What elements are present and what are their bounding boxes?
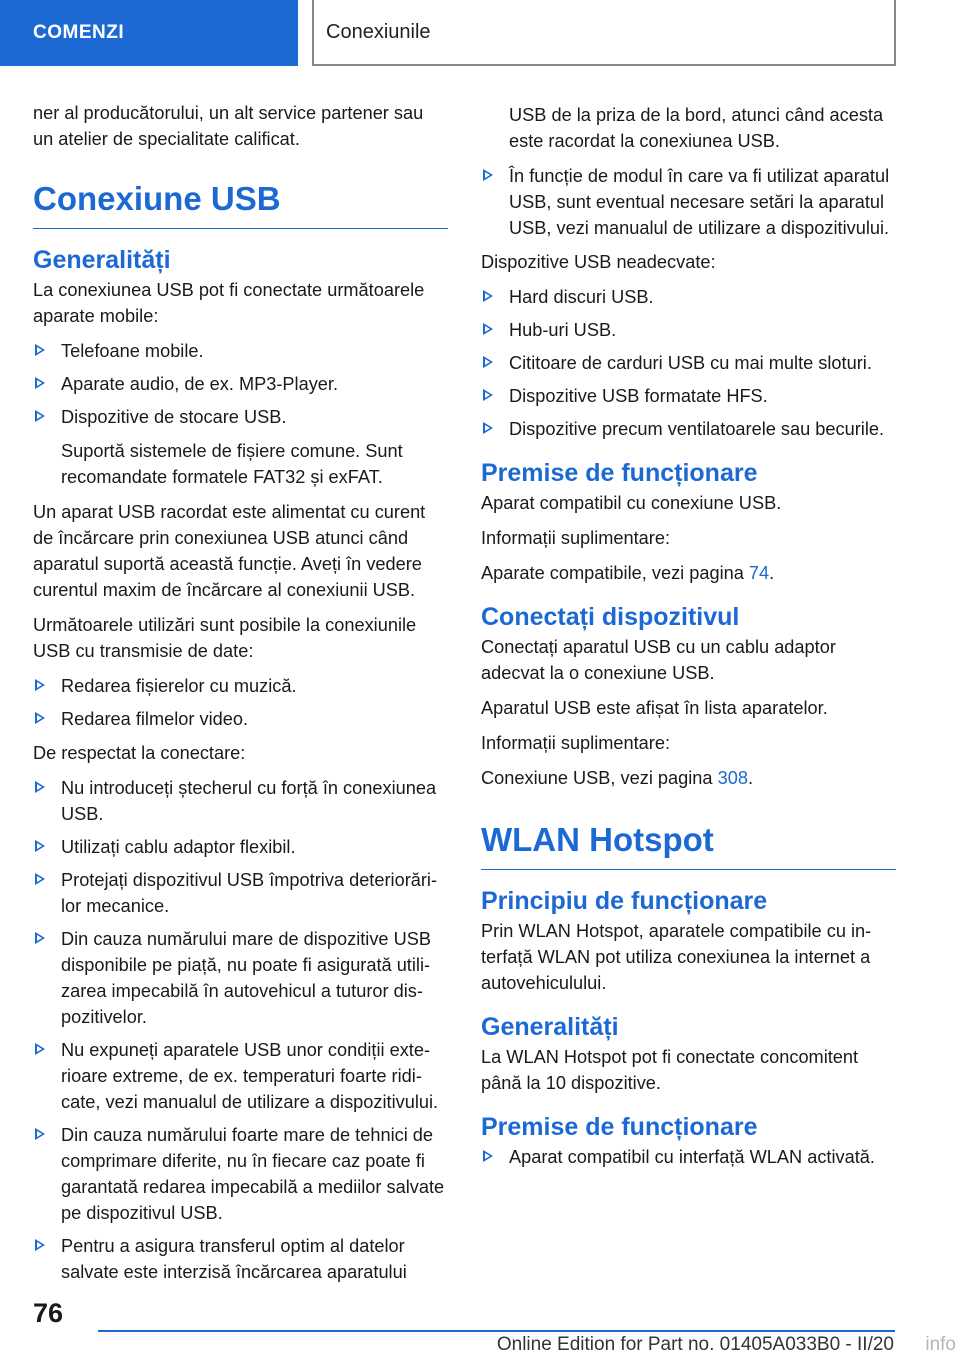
uses-list xyxy=(33,673,448,732)
device-shown-paragraph: Aparatul USB este afișat în lista aparatelor. xyxy=(481,698,828,718)
heading-connect-device: Conectați dispozitivul xyxy=(481,603,740,631)
left-column xyxy=(33,100,448,1293)
compat-ref-paragraph: Aparate compatibile, vezi pagina 74. xyxy=(481,563,775,583)
heading-prerequisites: Premise de funcționare xyxy=(481,459,758,487)
list-item: Dispozitive precum ventilatoarele sau becurile. xyxy=(481,416,896,442)
connect-list xyxy=(33,775,448,1285)
heading-usb-connection: Conexiune USB xyxy=(33,180,448,229)
list-item: Aparate audio, de ex. MP3-Player. xyxy=(33,371,448,397)
triangle-bullet-icon xyxy=(483,389,493,401)
triangle-bullet-icon xyxy=(35,377,45,389)
info-label: Informații suplimentare: xyxy=(481,528,671,548)
power-paragraph: Un aparat USB racordat este alimentat cu curent de încărcare prin conexiunea USB atunci când aparatul suportă această funcție. Aveți în vedere curentul maxim de încărcare al conexiunii USB. xyxy=(33,502,426,600)
continued-text: USB de la priza de la bord, atunci când acesta este racordat la conexiunea USB. xyxy=(509,105,884,151)
triangle-bullet-icon xyxy=(483,169,493,181)
devices-count-paragraph: La WLAN Hotspot pot fi conectate concomitent până la 10 dispozitive. xyxy=(481,1047,859,1093)
mobile-devices-paragraph: La conexiunea USB pot fi conectate următoarele aparate mobile: xyxy=(33,280,425,326)
page-number: 76 xyxy=(33,1298,64,1328)
uses-paragraph: Următoarele utilizări sunt posibile la conexiunile USB cu transmisie de date: xyxy=(33,615,417,661)
triangle-bullet-icon xyxy=(35,1043,45,1055)
connect-device-paragraph: Conectați aparatul USB cu un cablu adaptor adecvat la o conexiune USB. xyxy=(481,637,836,683)
compat-paragraph: Aparat compatibil cu conexiune USB. xyxy=(481,493,782,513)
section-tab: COMENZI xyxy=(0,0,298,66)
list-item: Redarea filmelor video. xyxy=(33,706,448,732)
triangle-bullet-icon xyxy=(35,1128,45,1140)
principle-paragraph: Prin WLAN Hotspot, aparatele compatibile cu interfață WLAN pot utiliza conexiunea la internet a autovehiculului. xyxy=(481,921,872,993)
mode-list xyxy=(481,163,896,241)
list-item: Hard discuri USB. xyxy=(481,284,896,310)
triangle-bullet-icon xyxy=(483,356,493,368)
unsuitable-list xyxy=(481,284,896,442)
footer-watermark: info xyxy=(925,1334,956,1355)
devices-list xyxy=(33,338,448,430)
list-item: Pentru a asigura transferul optim al datelor salvate este interzisă încărcarea aparatului xyxy=(33,1233,448,1285)
heading-prerequisites-wlan: Premise de funcționare xyxy=(481,1113,758,1141)
triangle-bullet-icon xyxy=(483,422,493,434)
triangle-bullet-icon xyxy=(483,323,493,335)
list-item: Dispozitive de stocare USB. xyxy=(33,404,448,430)
list-item: În funcție de modul în care va fi utilizat aparatul USB, sunt eventual necesare setări la aparatul USB, vezi manualul de utilizare a dispozitivului. xyxy=(481,163,896,241)
page-link-74[interactable]: 74 xyxy=(748,563,770,583)
heading-general: Generalități xyxy=(33,246,171,274)
triangle-bullet-icon xyxy=(483,1150,493,1162)
right-column xyxy=(481,102,896,1178)
usb-ref-paragraph: Conexiune USB, vezi pagina 308. xyxy=(481,768,754,788)
storage-note: Suportă sistemele de fișiere comune. Sunt recomandate formatele FAT32 și exFAT. xyxy=(61,441,403,487)
unsuitable-paragraph: Dispozitive USB neadecvate: xyxy=(481,252,716,272)
list-item: Redarea fișierelor cu muzică. xyxy=(33,673,448,699)
list-item: Aparat compatibil cu interfață WLAN activată. xyxy=(481,1144,896,1170)
footer-divider xyxy=(98,1330,895,1332)
list-item: Protejați dispozitivul USB împotriva deteriorărilor mecanice. xyxy=(33,867,448,919)
connect-paragraph: De respectat la conectare: xyxy=(33,743,246,763)
triangle-bullet-icon xyxy=(35,712,45,724)
chapter-title: Conexiunile xyxy=(312,0,896,66)
list-item: Nu introduceți ștecherul cu forță în conexiunea USB. xyxy=(33,775,448,827)
list-item: Din cauza numărului mare de dispozitive USB disponibile pe piață, nu poate fi asigurată utilizarea impecabilă în autovehicul a tuturor dispozitivelor. xyxy=(33,926,448,1030)
info-label: Informații suplimentare: xyxy=(481,733,671,753)
triangle-bullet-icon xyxy=(35,781,45,793)
page-link-308[interactable]: 308 xyxy=(717,768,748,788)
triangle-bullet-icon xyxy=(35,344,45,356)
wlan-list xyxy=(481,1144,896,1170)
triangle-bullet-icon xyxy=(35,1239,45,1251)
heading-principle: Principiu de funcționare xyxy=(481,887,768,915)
intro-paragraph: ner al producătorului, un alt service partener sau un atelier de specialitate calificat. xyxy=(33,103,424,149)
triangle-bullet-icon xyxy=(35,932,45,944)
heading-wlan-hotspot: WLAN Hotspot xyxy=(481,821,896,870)
list-item: Utilizați cablu adaptor flexibil. xyxy=(33,834,448,860)
triangle-bullet-icon xyxy=(35,840,45,852)
list-item: Cititoare de carduri USB cu mai multe sloturi. xyxy=(481,350,896,376)
triangle-bullet-icon xyxy=(35,679,45,691)
footer-edition: Online Edition for Part no. 01405A033B0 - II/20 xyxy=(496,1334,894,1355)
list-item: Nu expuneți aparatele USB unor condiții exterioare extreme, de ex. temperaturi foarte ridicate, vezi manualul de utilizare a dispozitivului. xyxy=(33,1037,448,1115)
triangle-bullet-icon xyxy=(35,410,45,422)
triangle-bullet-icon xyxy=(483,290,493,302)
heading-general-wlan: Generalități xyxy=(481,1013,619,1041)
list-item: Din cauza numărului foarte mare de tehnici de comprimare diferite, nu în fiecare caz poate fi garantată redarea impecabilă a mediilor salvate pe dispozitivul USB. xyxy=(33,1122,448,1226)
list-item: Telefoane mobile. xyxy=(33,338,448,364)
list-item: Dispozitive USB formatate HFS. xyxy=(481,383,896,409)
list-item: Hub-uri USB. xyxy=(481,317,896,343)
triangle-bullet-icon xyxy=(35,873,45,885)
